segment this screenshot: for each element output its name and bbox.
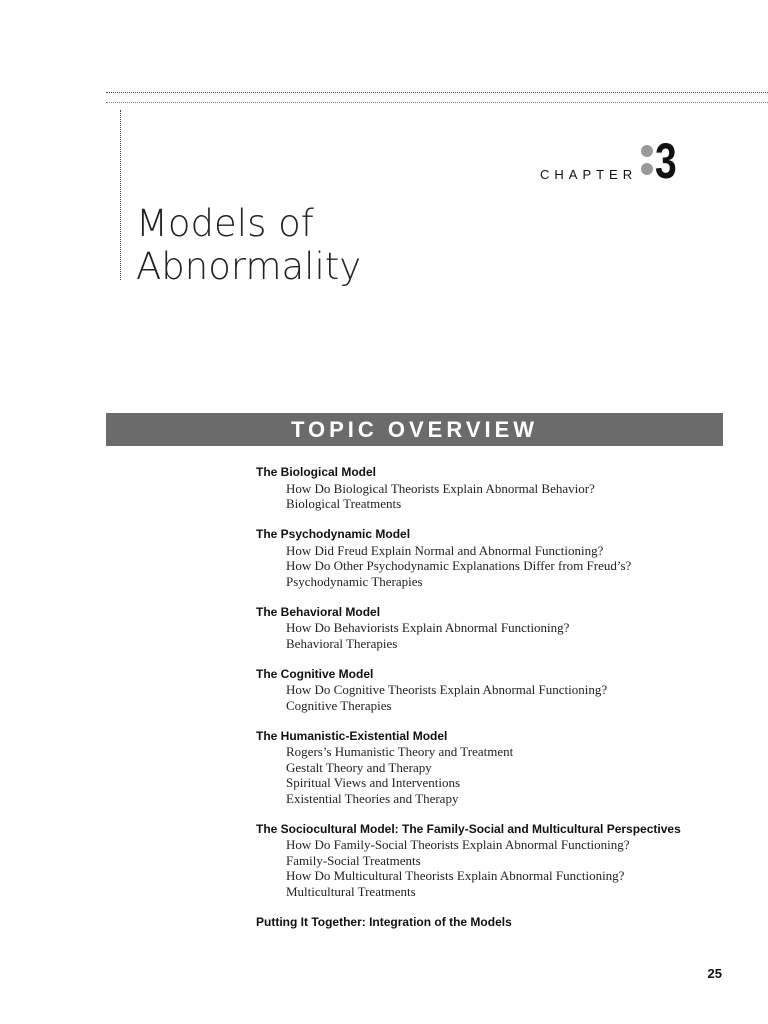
topic-overview-banner <box>106 413 723 446</box>
toc-item: How Do Cognitive Theorists Explain Abnormal Functioning? <box>286 682 608 697</box>
toc-item: How Do Behaviorists Explain Abnormal Functioning? <box>286 620 570 635</box>
toc-item: Family-Social Treatments <box>286 852 421 868</box>
toc-item: Psychodynamic Therapies <box>286 573 423 589</box>
toc-section <box>256 527 736 589</box>
toc-section-title: The Biological Model <box>256 465 377 479</box>
toc-section-title: The Behavioral Model <box>256 604 381 619</box>
chapter-title-line-2: Abnormality <box>136 245 362 288</box>
toc-item: Behavioral Therapies <box>286 635 398 651</box>
toc-section-title: The Psychodynamic Model <box>256 527 411 541</box>
toc-item: How Do Multicultural Theorists Explain Abnormal Functioning? <box>286 868 625 883</box>
toc-section <box>256 915 736 931</box>
toc-item: How Do Family-Social Theorists Explain Abnormal Functioning? <box>286 837 630 852</box>
chapter-dots-icon <box>641 142 653 178</box>
toc-section-title: The Humanistic-Existential Model <box>256 728 448 743</box>
toc-item: Cognitive Therapies <box>286 697 392 713</box>
toc-item: Biological Treatments <box>286 496 402 511</box>
page-number: 25 <box>707 966 722 981</box>
toc-section <box>256 667 736 714</box>
toc-section <box>256 729 736 807</box>
toc-item: Gestalt Theory and Therapy <box>286 759 432 775</box>
toc-item: Rogers’s Humanistic Theory and Treatment <box>286 744 514 759</box>
topic-overview-heading: TOPIC OVERVIEW <box>290 416 539 442</box>
top-dotted-rule-secondary <box>106 102 768 103</box>
chapter-number: 3 <box>655 133 677 189</box>
toc-item: How Do Other Psychodynamic Explanations Differ from Freud’s? <box>286 558 632 573</box>
toc-section-title: The Sociocultural Model: The Family-Social and Multicultural Perspectives <box>256 821 681 836</box>
toc-section-title: The Cognitive Model <box>256 666 374 681</box>
toc-item: Multicultural Treatments <box>286 883 416 899</box>
chapter-title-line-1: Models of <box>136 202 314 245</box>
toc-item: Existential Theories and Therapy <box>286 790 459 806</box>
toc-section <box>256 822 736 900</box>
toc-item: How Do Biological Theorists Explain Abnormal Behavior? <box>286 480 595 496</box>
chapter-title <box>136 202 361 288</box>
left-dotted-rule <box>120 110 121 280</box>
toc-section <box>256 465 736 512</box>
chapter-marker <box>540 133 683 189</box>
topic-overview-list <box>256 465 736 946</box>
toc-item: How Did Freud Explain Normal and Abnormal Functioning? <box>286 542 604 558</box>
toc-item: Spiritual Views and Interventions <box>286 775 461 790</box>
chapter-label: CHAPTER <box>540 167 638 182</box>
toc-section <box>256 605 736 652</box>
toc-section-title: Putting It Together: Integration of the Models <box>256 914 512 929</box>
top-dotted-rule <box>106 92 768 93</box>
